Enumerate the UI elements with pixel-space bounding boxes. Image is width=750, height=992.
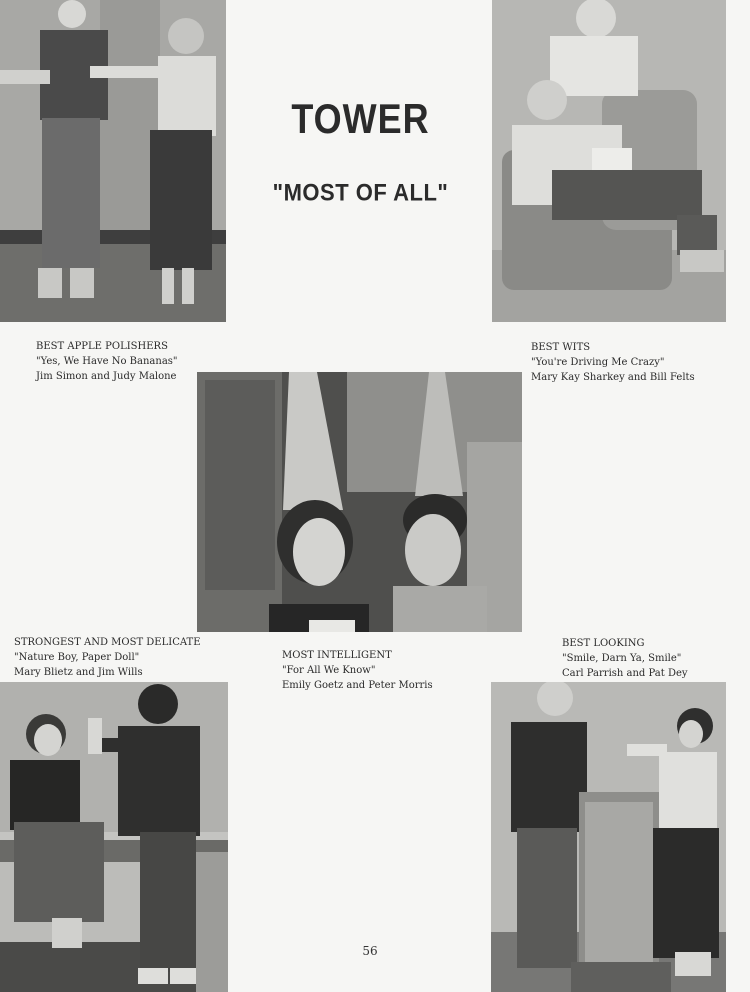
caption-best-looking — [562, 636, 688, 681]
caption-best-wits — [531, 340, 695, 385]
page-subtitle: "MOST OF ALL" — [272, 178, 449, 207]
caption-song: "Yes, We Have No Bananas" — [36, 356, 178, 367]
caption-song: "For All We Know" — [282, 665, 376, 676]
caption-song: "Nature Boy, Paper Doll" — [14, 652, 140, 663]
caption-names: Mary Blietz and Jim Wills — [14, 667, 143, 678]
photo-best-wits — [492, 0, 726, 322]
photo-best-looking — [491, 682, 726, 992]
caption-category: MOST INTELLIGENT — [282, 650, 392, 661]
caption-strongest-delicate — [14, 635, 201, 680]
caption-category: BEST APPLE POLISHERS — [36, 341, 168, 352]
caption-names: Mary Kay Sharkey and Bill Felts — [531, 372, 695, 383]
caption-names: Carl Parrish and Pat Dey — [562, 668, 688, 679]
caption-category: BEST WITS — [531, 342, 591, 353]
photo-apple-polishers — [0, 0, 226, 322]
caption-category: STRONGEST AND MOST DELICATE — [14, 637, 201, 648]
page-number: 56 — [362, 944, 378, 958]
caption-names: Jim Simon and Judy Malone — [36, 371, 177, 382]
photo-strongest-delicate — [0, 682, 228, 992]
caption-apple-polishers — [36, 339, 178, 384]
caption-song: "You're Driving Me Crazy" — [531, 357, 665, 368]
caption-most-intelligent — [282, 648, 433, 693]
caption-names: Emily Goetz and Peter Morris — [282, 680, 433, 691]
page-title: TOWER — [291, 94, 430, 142]
caption-category: BEST LOOKING — [562, 638, 645, 649]
caption-song: "Smile, Darn Ya, Smile" — [562, 653, 682, 664]
photo-most-intelligent — [197, 372, 522, 632]
